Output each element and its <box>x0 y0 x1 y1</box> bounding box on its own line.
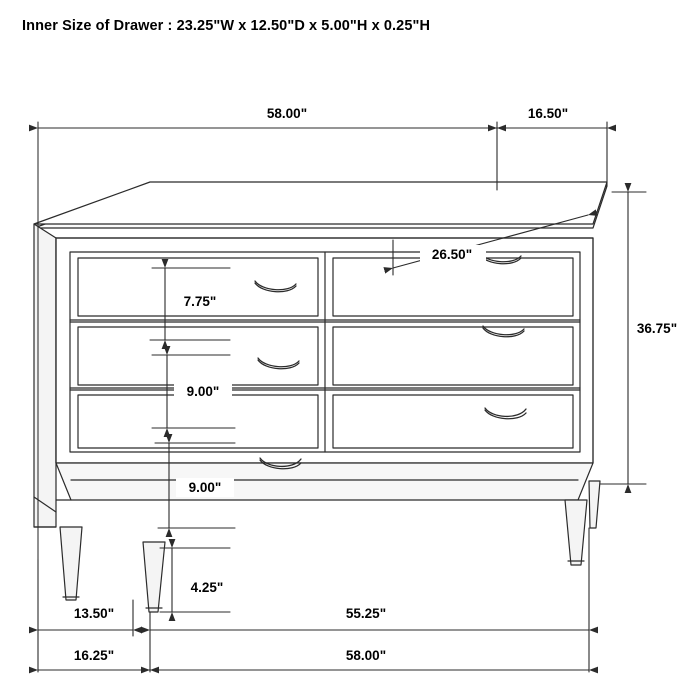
dim-drawer-width: 26.50" <box>431 247 473 262</box>
leg-front-right <box>565 500 587 565</box>
dim-drawer-top: 7.75" <box>183 294 217 309</box>
leg-center-left <box>143 542 165 612</box>
leg-rear-right <box>589 481 600 528</box>
dim-bottom-total: 58.00" <box>345 648 387 663</box>
drawer-bottom-right[interactable] <box>333 395 573 448</box>
dim-top-width: 58.00" <box>266 106 308 121</box>
dim-drawer-bottom: 9.00" <box>188 480 222 495</box>
drawer-bottom-left[interactable] <box>78 395 318 448</box>
dim-leg-height: 4.25" <box>190 580 224 595</box>
dim-right-height: 36.75" <box>636 321 678 336</box>
dim-top-depth: 16.50" <box>527 106 569 121</box>
drawer-middle-left[interactable] <box>78 327 318 385</box>
drawer-top-right[interactable] <box>333 258 573 316</box>
legs <box>60 481 600 612</box>
drawer-grid <box>70 252 580 469</box>
page-title: Inner Size of Drawer : 23.25"W x 12.50"D x 5.00"H x 0.25"H <box>22 18 431 34</box>
dim-base-inner: 55.25" <box>345 606 387 621</box>
dim-base-left: 13.50" <box>73 606 115 621</box>
dim-bottom-left: 16.25" <box>73 648 115 663</box>
leg-front-left <box>60 527 82 600</box>
dim-drawer-middle: 9.00" <box>186 384 220 399</box>
drawer-middle-right[interactable] <box>333 327 573 385</box>
